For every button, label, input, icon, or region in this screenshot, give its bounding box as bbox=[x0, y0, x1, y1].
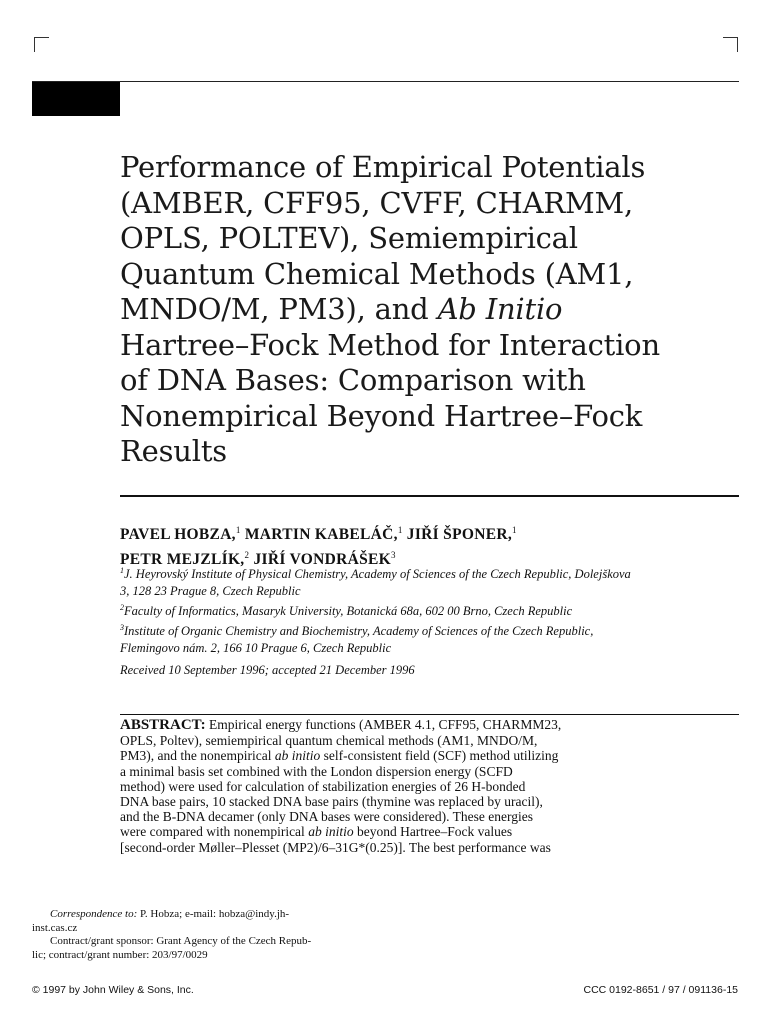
author-affil-sup: 3 bbox=[391, 550, 396, 561]
abstract-italic: ab initio bbox=[308, 824, 354, 840]
abstract-line bbox=[120, 717, 650, 733]
abstract-text: were compared with nonempirical bbox=[120, 824, 309, 840]
crop-mark-top-left bbox=[34, 37, 49, 52]
abstract-line: method) were used for calculation of stabilization energies of 26 H-bonded bbox=[120, 778, 526, 794]
abstract-text: Empirical energy functions (AMBER 4.1, CFF95, CHARMM23, bbox=[205, 717, 562, 732]
affil-sup: 3 bbox=[120, 622, 124, 632]
copyright-notice: © 1997 by John Wiley & Sons, Inc. bbox=[32, 984, 194, 996]
affiliation-1-cont: 3, 128 23 Prague 8, Czech Republic bbox=[120, 583, 301, 598]
ccc-code: CCC 0192-8651 / 97 / 091136-15 bbox=[583, 984, 738, 996]
affiliation-2 bbox=[120, 600, 740, 620]
affil-text: Institute of Organic Chemistry and Biochemistry, Academy of Sciences of the Czech Republic, bbox=[124, 623, 594, 638]
correspondence-label: Correspondence to: bbox=[50, 908, 138, 920]
abstract-line: DNA base pairs, 10 stacked DNA base pairs (thymine was replaced by uracil), bbox=[120, 794, 543, 810]
author-affil-sup: 1 bbox=[397, 525, 403, 535]
article-title bbox=[120, 150, 740, 470]
affil-sup: 2 bbox=[120, 602, 124, 612]
abstract-line: [second-order Møller–Plesset (MP2)/6–31G*(0.25)]. The best performance was bbox=[120, 839, 551, 855]
grant-line: Contract/grant sponsor: Grant Agency of the Czech Repub- bbox=[50, 935, 312, 947]
author-affil-sup: 1 bbox=[512, 525, 517, 535]
title-line: Hartree–Fock Method for Interaction bbox=[120, 327, 660, 362]
abstract-line: and the B-DNA decamer (only DNA bases were considered). These energies bbox=[120, 809, 533, 825]
title-line bbox=[120, 292, 740, 328]
footnotes bbox=[32, 908, 372, 962]
abstract-line: OPLS, Poltev), semiempirical quantum chemical methods (AM1, MNDO/M, bbox=[120, 733, 538, 749]
author-name: JIŘÍ ŠPONER, bbox=[402, 526, 513, 544]
grant-line-cont: lic; contract/grant number: 203/97/0029 bbox=[32, 948, 208, 961]
author-name: PETR MEJZLÍK, bbox=[120, 551, 245, 569]
title-line: OPLS, POLTEV), Semiempirical bbox=[120, 221, 578, 255]
affiliations bbox=[120, 563, 740, 656]
title-line: Results bbox=[120, 434, 227, 468]
correspondence-line-cont: inst.cas.cz bbox=[32, 921, 78, 934]
title-line-text: MNDO/M, PM3), and bbox=[120, 292, 438, 326]
author-name: JIŘÍ VONDRÁŠEK bbox=[249, 551, 392, 569]
title-line: Nonempirical Beyond Hartree–Fock bbox=[120, 398, 643, 433]
abstract-label: ABSTRACT: bbox=[120, 717, 206, 733]
affiliation-3-cont: Flemingovo nám. 2, 166 10 Prague 6, Czech Republic bbox=[120, 640, 392, 655]
title-rule bbox=[120, 495, 739, 497]
title-line: Performance of Empirical Potentials bbox=[120, 150, 646, 184]
abstract-line bbox=[120, 748, 650, 763]
affil-text: Faculty of Informatics, Masaryk University, Botanická 68a, 602 00 Brno, Czech Republic bbox=[124, 603, 573, 618]
abstract-text: self-consistent field (SCF) method utilizing bbox=[320, 748, 559, 764]
abstract-line bbox=[120, 824, 650, 839]
author-affil-sup: 1 bbox=[235, 525, 241, 535]
title-line: (AMBER, CFF95, CVFF, CHARMM, bbox=[120, 185, 634, 220]
author-affil-sup: 2 bbox=[244, 550, 250, 561]
abstract-text: PM3), and the nonempirical bbox=[120, 748, 275, 764]
received-dates: Received 10 September 1996; accepted 21 December 1996 bbox=[120, 663, 415, 677]
title-line: of DNA Bases: Comparison with bbox=[120, 363, 586, 397]
affiliation-1 bbox=[120, 563, 740, 583]
header-black-tab bbox=[32, 82, 120, 116]
affiliation-3 bbox=[120, 620, 740, 640]
abstract-rule bbox=[120, 714, 739, 715]
header-rule bbox=[32, 81, 739, 82]
affil-sup: 1 bbox=[120, 566, 124, 575]
affil-text: J. Heyrovský Institute of Physical Chemistry, Academy of Sciences of the Czech Republic, Dolejškova bbox=[124, 567, 631, 582]
correspondence-line bbox=[32, 908, 372, 922]
author-name: PAVEL HOBZA, bbox=[120, 526, 236, 544]
title-line: Quantum Chemical Methods (AM1, bbox=[120, 256, 634, 291]
abstract-text: beyond Hartree–Fock values bbox=[353, 824, 513, 840]
crop-mark-top-right bbox=[723, 37, 738, 52]
title-italic-ab-initio: Ab Initio bbox=[437, 292, 563, 326]
abstract-line: a minimal basis set combined with the London dispersion energy (SCFD bbox=[120, 763, 513, 779]
correspondence-text: P. Hobza; e-mail: hobza@indy.jh- bbox=[137, 908, 290, 920]
author-line-1 bbox=[120, 520, 740, 545]
author-name: MARTIN KABELÁČ, bbox=[240, 526, 398, 544]
abstract bbox=[120, 717, 650, 855]
abstract-italic: ab initio bbox=[274, 748, 321, 764]
